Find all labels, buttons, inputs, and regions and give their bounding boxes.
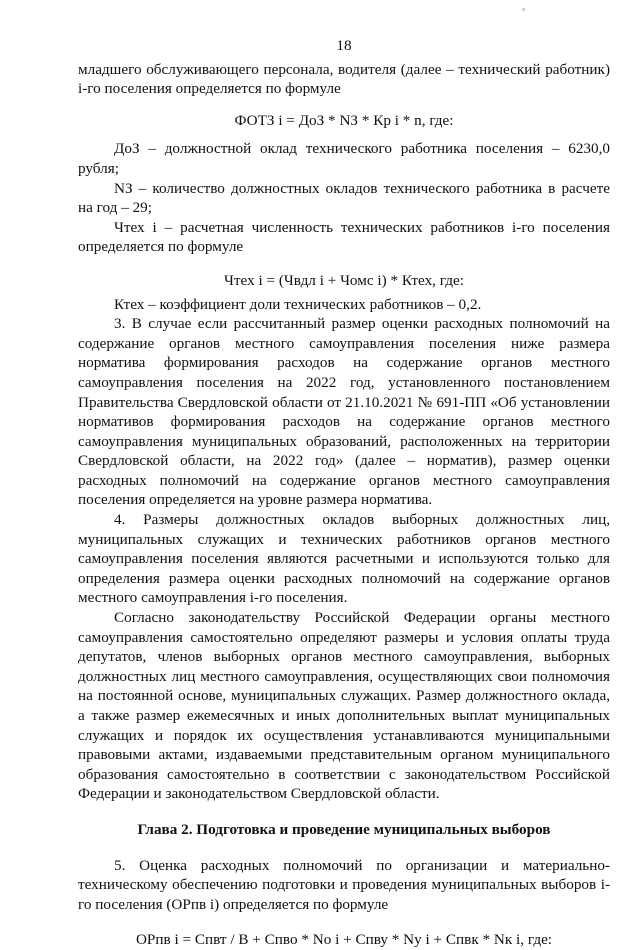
formula-orpv: ОРпв i = Спвт / В + Спво * Nо i + Спву * Nу i + Спвк * Nк i, где: bbox=[135, 931, 553, 949]
paragraph-doz: ДоЗ – должностной оклад технического работника поселения – 6230,0 рубля; bbox=[78, 140, 610, 177]
formula-chteh: Чтех i = (Чвдл i + Чомс i) * Ктех, где: bbox=[224, 271, 464, 289]
paragraph-nz: NЗ – количество должностных окладов технического работника в расчете на год – 29; bbox=[78, 179, 610, 217]
formula-fotz: ФОТЗ i = ДоЗ * NЗ * Кр i * n, где: bbox=[234, 111, 454, 129]
paragraph-kteh: Ктех – коэффициент доли технических работников – 0,2. bbox=[114, 295, 482, 313]
document-page bbox=[78, 36, 610, 950]
paragraph-chteh: Чтех i – расчетная численность технических работников i-го поселения определяется по формуле bbox=[78, 218, 610, 256]
paragraph-legislation: Согласно законодательству Российской Федерации органы местного самоуправления самостоятельно определяют размеры и условия оплаты труда депутатов, членов выборных органов местного самоуправления, выборных должностных лиц местного самоуправления, осуществляющих свои полномочия на постоянной основе, муниципальных служащих. Размер должностного оклада, а также размер ежемесячных и иных дополнительных выплат муниципальных служащих и порядок их осуществления устанавливаются муниципальными правовыми актами, издаваемыми представительным органом муниципального образования самостоятельно в соответствии с законодательством Российской Федерации и законодательством Свердловской области. bbox=[78, 609, 610, 803]
chapter-heading: Глава 2. Подготовка и проведение муниципальных выборов bbox=[137, 820, 551, 838]
paragraph-item-3: 3. В случае если рассчитанный размер оценки расходных полномочий на содержание органов местного самоуправления поселения ниже размера норматива формирования расходов на содержание органов местного самоуправления поселения на 2022 год, установленного постановлением Правительства Свердловской области от 21.10.2021 № 691-ПП «Об установлении нормативов формирования расходов на содержание органов местного самоуправления муниципальных образований, расположенных на территории Свердловской области, на 2022 год» (далее – норматив), размер оценки расходных полномочий на содержание органов местного самоуправления поселения определяется на уровне размера норматива. bbox=[78, 315, 610, 509]
paragraph-item-4: 4. Размеры должностных окладов выборных должностных лиц, муниципальных служащих и технических работников органов местного самоуправления поселения являются расчетными и используются только для определения размера оценки расходных полномочий на содержание органов местного самоуправления i-го поселения. bbox=[78, 511, 610, 607]
page-number: 18 bbox=[336, 37, 352, 54]
paragraph-item-5: 5. Оценка расходных полномочий по организации и материально-техническому обеспечению подготовки и проведения муниципальных выборов i-го поселения (ОРпв i) определяется по формуле bbox=[78, 856, 610, 913]
scan-speck bbox=[522, 8, 525, 11]
paragraph-continuation: младшего обслуживающего персонала, водителя (далее – технический работник) i-го поселения определяется по формуле bbox=[78, 60, 610, 98]
